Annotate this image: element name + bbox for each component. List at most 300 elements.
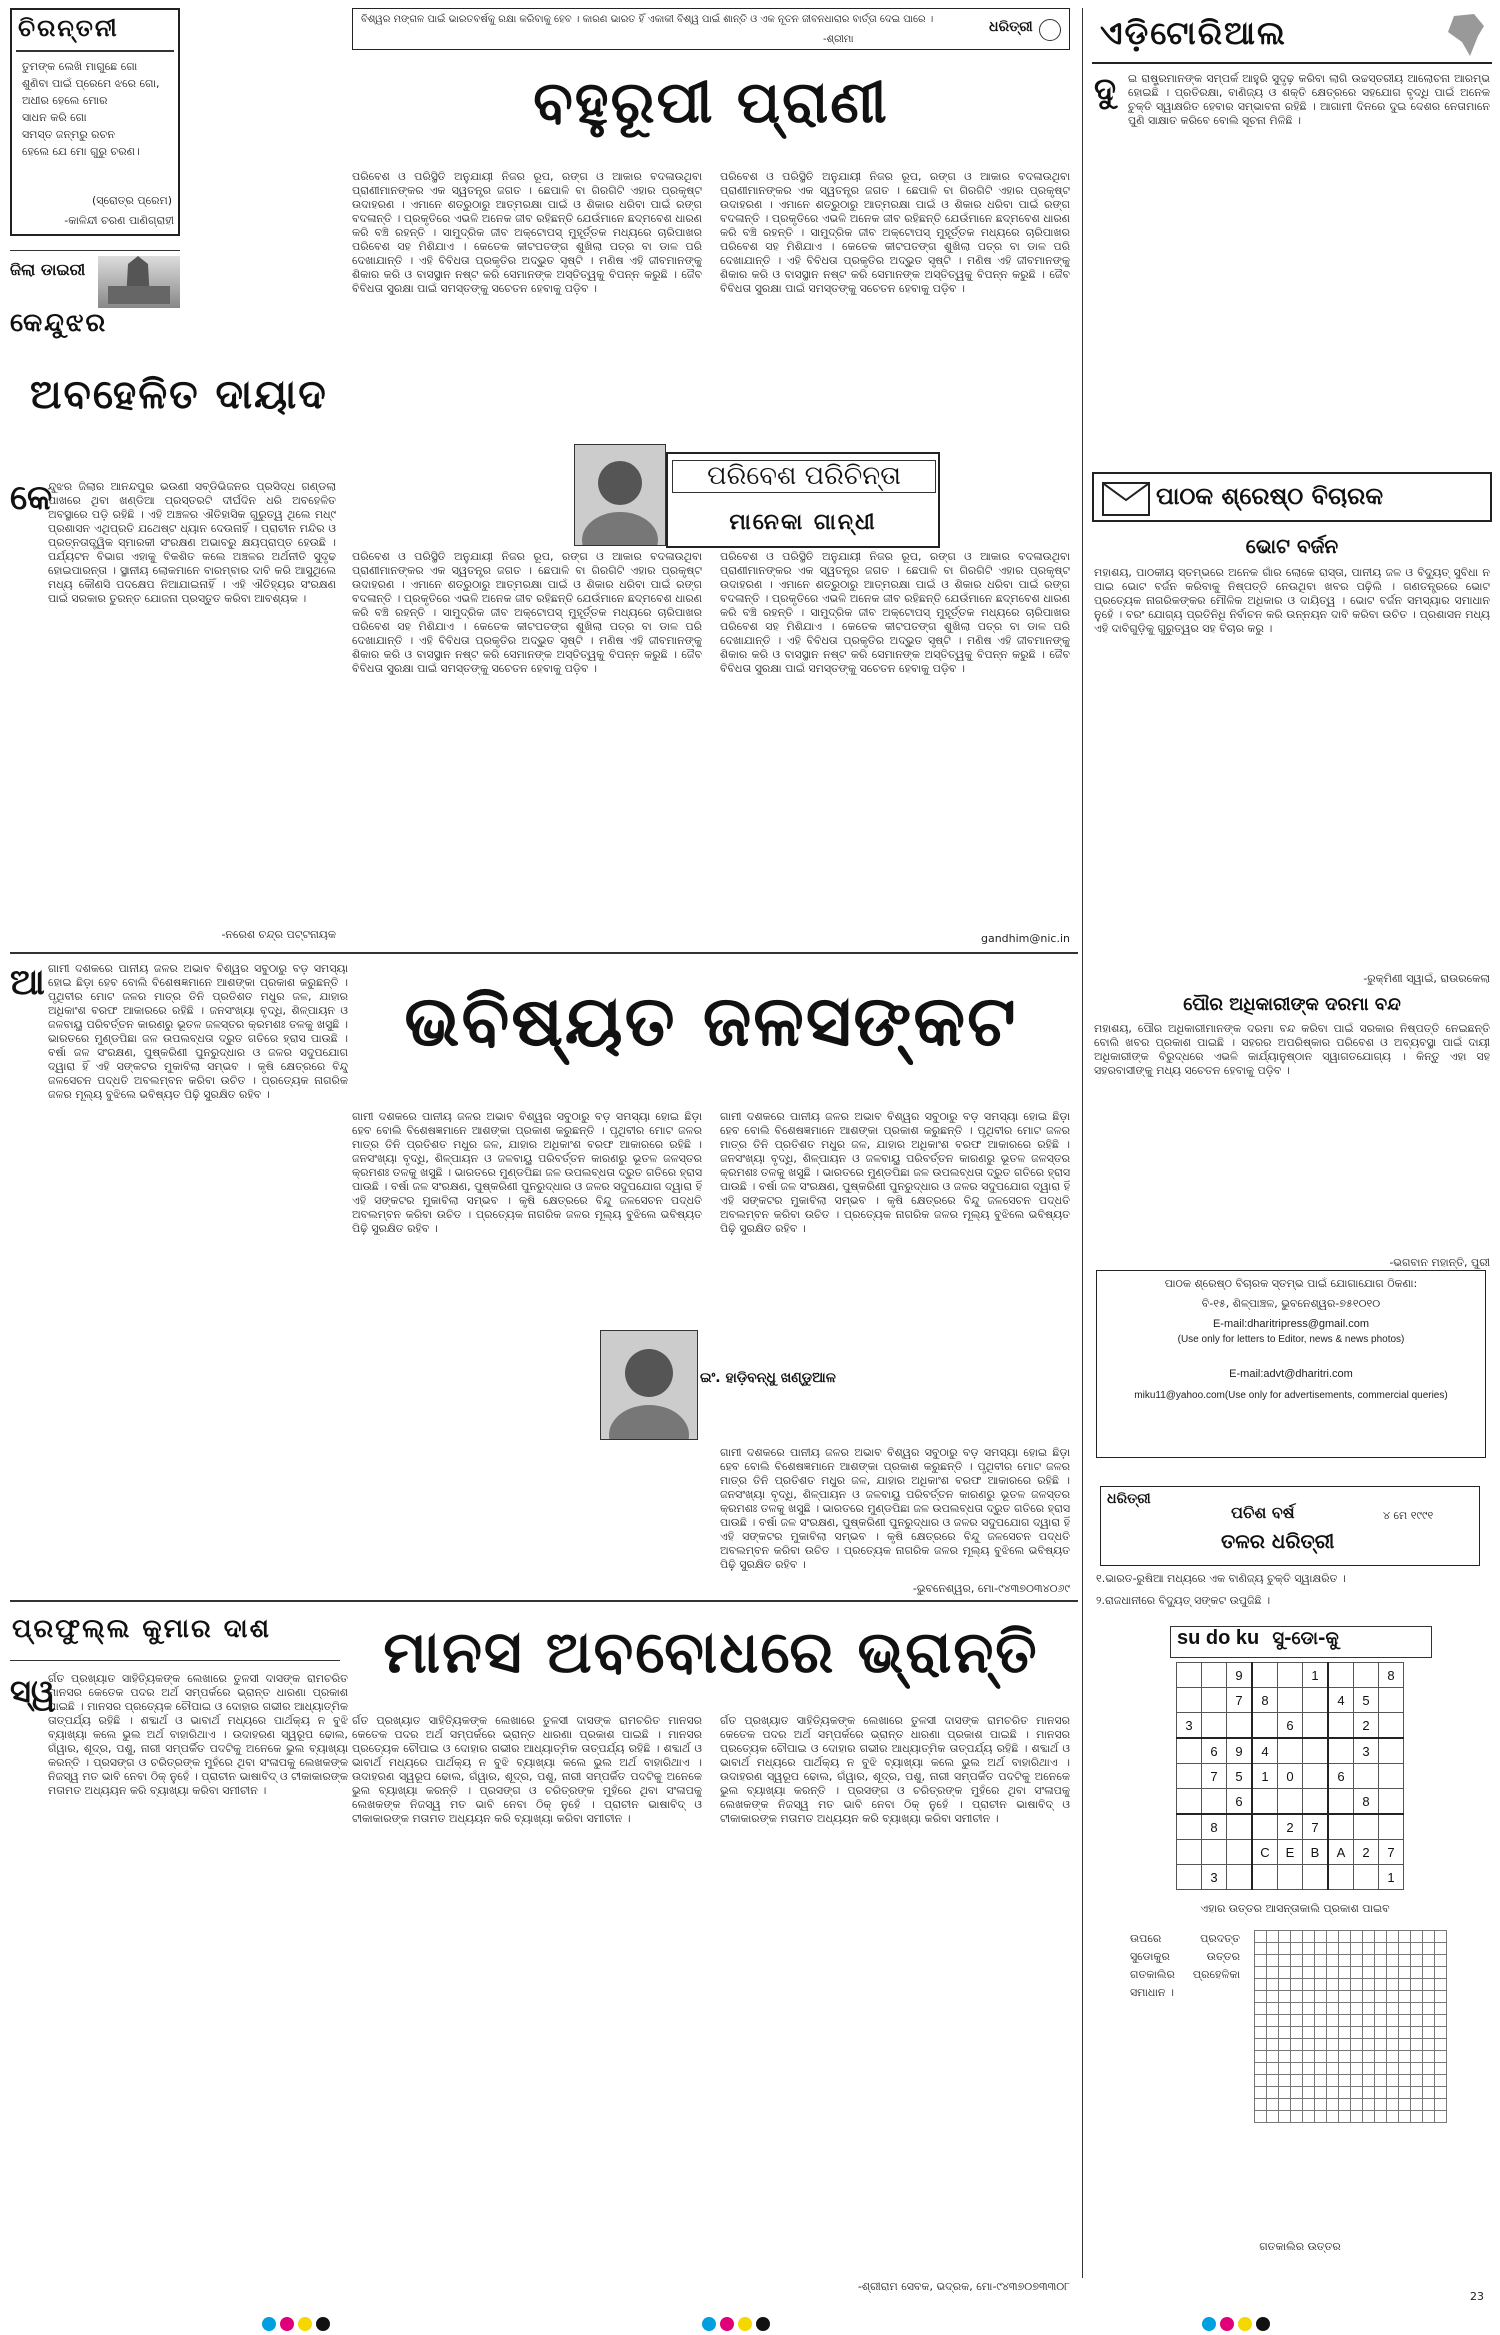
sudoku-cell[interactable] [1227, 1814, 1253, 1840]
sudoku-row [1177, 1865, 1404, 1890]
sudoku-row [1177, 1713, 1404, 1739]
sudoku-cell[interactable] [1177, 1738, 1202, 1764]
sudoku-row [1177, 1814, 1404, 1840]
answer-cell [1399, 2015, 1411, 2027]
answer-grid [1254, 1930, 1447, 2123]
article2-body-left-lower: ପରିବେଶ ଓ ପରିସ୍ଥିତି ଅନୁଯାୟୀ ନିଜର ରୂପ, ରଙ୍ଗ ଓ ଆକାର ବଦଳାଉଥିବା ପ୍ରାଣୀମାନଙ୍କର ଏକ ସ୍ୱତନ୍ତ୍ର ଜଗତ । ଛେପାଳି ବା ଗିରଗିଟି ଏହାର ପ୍ରକୃଷ୍ଟ ଉଦାହରଣ । ଏମାନେ ଶତ୍ରୁଠାରୁ ଆତ୍ମରକ୍ଷା ପାଇଁ ଓ ଶିକାର ଧରିବା ପାଇଁ ରଙ୍ଗ ବଦଳାନ୍ତି । ପ୍ରକୃତିରେ ଏଭଳି ଅନେକ ଜୀବ ରହିଛନ୍ତି ଯେଉଁମାନେ ଛଦ୍ମବେଶ ଧାରଣ କରି ବଞ୍ଚି ରହନ୍ତି । ସାମୁଦ୍ରିକ ଜୀବ ଅକ୍ଟୋପସ୍ ମୁହୂର୍ତ୍ତକ ମଧ୍ୟରେ ଚାରିପାଖର ପରିବେଶ ସହ ମିଶିଯାଏ । କେତେକ କୀଟପତଙ୍ଗ ଶୁଖିଲା ପତ୍ର ବା ଡାଳ ପରି ଦେଖାଯାନ୍ତି । ଏହି ବିବିଧତା ପ୍ରକୃତିର ଅଦ୍ଭୁତ ସୃଷ୍ଟି । ମଣିଷ ଏହି ଜୀବମାନଙ୍କୁ ଶିକାର କରି ଓ ବାସସ୍ଥାନ ନଷ୍ଟ କରି ସେମାନଙ୍କ ଅସ୍ତିତ୍ୱକୁ ବିପନ୍ନ କରୁଛି । ଜୈବ ବିବିଧତା ସୁରକ୍ଷା ପାଇଁ ସମସ୍ତଙ୍କୁ ସଚେତନ ହେବାକୁ ପଡ଼ିବ । [352, 550, 702, 675]
answer-cell [1351, 2111, 1363, 2123]
contact-note: (Use only for letters to Editor, news & news photos) [1177, 1334, 1405, 1345]
sudoku-cell[interactable]: 0 [1278, 1764, 1303, 1789]
answer-cell [1291, 2075, 1303, 2087]
article3-author: ଇଂ. ହାଡ଼ିବନ୍ଧୁ ଖଣ୍ଡୁଆଳ [700, 1370, 836, 1386]
sudoku-cell[interactable] [1177, 1840, 1202, 1865]
answer-cell [1339, 2099, 1351, 2111]
right-intro: ଇ ରାଷ୍ଟ୍ରମାନଙ୍କ ସମ୍ପର୍କ ଆହୁରି ସୁଦୃଢ଼ କରିବା ଲାଗି ଉଚ୍ଚସ୍ତରୀୟ ଆଲୋଚନା ଆରମ୍ଭ ହୋଇଛି । ପ୍ରତିରକ୍ଷା, ବାଣିଜ୍ୟ ଓ ଶକ୍ତି କ୍ଷେତ୍ରରେ ସହଯୋଗ ବୃଦ୍ଧି ପାଇଁ ଅନେକ ଚୁକ୍ତି ସ୍ୱାକ୍ଷରିତ ହେବାର ସମ୍ଭାବନା ରହିଛି । ଆଗାମୀ ଦିନରେ ଦୁଇ ଦେଶର ନେତାମାନେ ପୁଣି ସାକ୍ଷାତ କରିବେ ବୋଲି ସୂଚନା ମିଳିଛି । [1128, 72, 1490, 127]
answer-cell [1411, 2003, 1423, 2015]
sudoku-cell[interactable] [1177, 1688, 1202, 1713]
sudoku-cell[interactable] [1379, 1738, 1404, 1764]
sudoku-cell[interactable] [1177, 1789, 1202, 1815]
answer-cell [1363, 1967, 1375, 1979]
answer-cell [1339, 2063, 1351, 2075]
answer-cell [1255, 2015, 1267, 2027]
answer-cell [1435, 2003, 1447, 2015]
answer-cell [1327, 1931, 1339, 1943]
answer-cell [1351, 2015, 1363, 2027]
sudoku-cell[interactable]: 2 [1354, 1840, 1379, 1865]
answer-cell [1399, 2111, 1411, 2123]
sudoku-cell[interactable] [1328, 1814, 1354, 1840]
sudoku-row [1177, 1789, 1404, 1815]
answer-cell [1423, 2075, 1435, 2087]
contact-email-advt[interactable]: E-mail:advt@dharitri.com [1229, 1368, 1353, 1380]
sudoku-cell[interactable] [1202, 1713, 1227, 1739]
answer-cell [1351, 2099, 1363, 2111]
answer-cell [1291, 1931, 1303, 1943]
sudoku-row [1177, 1738, 1404, 1764]
answer-cell [1387, 2075, 1399, 2087]
temple-photo [98, 256, 180, 308]
answer-cell [1387, 2015, 1399, 2027]
answer-cell [1255, 2027, 1267, 2039]
answer-cell [1303, 1931, 1315, 1943]
sudoku-cell[interactable] [1278, 1789, 1303, 1815]
sudoku-cell[interactable] [1227, 1840, 1253, 1865]
answer-cell [1279, 2075, 1291, 2087]
edit-page-banner [1092, 8, 1492, 64]
quote-box [352, 8, 1070, 50]
article2-body-right: ପରିବେଶ ଓ ପରିସ୍ଥିତି ଅନୁଯାୟୀ ନିଜର ରୂପ, ରଙ୍ଗ ଓ ଆକାର ବଦଳାଉଥିବା ପ୍ରାଣୀମାନଙ୍କର ଏକ ସ୍ୱତନ୍ତ୍ର ଜଗତ । ଛେପାଳି ବା ଗିରଗିଟି ଏହାର ପ୍ରକୃଷ୍ଟ ଉଦାହରଣ । ଏମାନେ ଶତ୍ରୁଠାରୁ ଆତ୍ମରକ୍ଷା ପାଇଁ ଓ ଶିକାର ଧରିବା ପାଇଁ ରଙ୍ଗ ବଦଳାନ୍ତି । ପ୍ରକୃତିରେ ଏଭଳି ଅନେକ ଜୀବ ରହିଛନ୍ତି ଯେଉଁମାନେ ଛଦ୍ମବେଶ ଧାରଣ କରି ବଞ୍ଚି ରହନ୍ତି । ସାମୁଦ୍ରିକ ଜୀବ ଅକ୍ଟୋପସ୍ ମୁହୂର୍ତ୍ତକ ମଧ୍ୟରେ ଚାରିପାଖର ପରିବେଶ ସହ ମିଶିଯାଏ । କେତେକ କୀଟପତଙ୍ଗ ଶୁଖିଲା ପତ୍ର ବା ଡାଳ ପରି ଦେଖାଯାନ୍ତି । ଏହି ବିବିଧତା ପ୍ରକୃତିର ଅଦ୍ଭୁତ ସୃଷ୍ଟି । ମଣିଷ ଏହି ଜୀବମାନଙ୍କୁ ଶିକାର କରି ଓ ବାସସ୍ଥାନ ନଷ୍ଟ କରି ସେମାନଙ୍କ ଅସ୍ତିତ୍ୱକୁ ବିପନ୍ନ କରୁଛି । ଜୈବ ବିବିଧତା ସୁରକ୍ଷା ପାଇଁ ସମସ୍ତଙ୍କୁ ସଚେତନ ହେବାକୁ ପଡ଼ିବ । [720, 170, 1070, 295]
sudoku-cell[interactable] [1278, 1688, 1303, 1713]
registration-marks-mid [700, 2316, 772, 2335]
answer-cell [1375, 1931, 1387, 1943]
sudoku-cell[interactable]: 4 [1252, 1738, 1278, 1764]
sudoku-cell[interactable]: A [1328, 1840, 1354, 1865]
sudoku-cell[interactable] [1303, 1865, 1329, 1890]
chiranthani-poem: ତୁମଙ୍କ ଲେଖି ମାଗୁଛେ ଗୋ ଶୁଣିବା ପାଇଁ ପ୍ରେମେ ଝରେ ଗୋ, ଅଧୀର ହେଲେ ମୋର ସାଧନ କରି ଗୋ ସମସ୍ତ ଜନ୍ମରୁ ରଚନ ହେଲେ ଯେ ମୋ ଗୁରୁ ଚରଣ। [22, 60, 160, 158]
sudoku-row [1177, 1663, 1404, 1688]
article4-body-left: ର୍ଗତ ପ୍ରଖ୍ୟାତ ସାହିତ୍ୟିକଙ୍କ ଲେଖାରେ ତୁଳସୀ ଦାସଙ୍କ ରାମଚରିତ ମାନସର କେତେକ ପଦର ଅର୍ଥ ସମ୍ପର୍କରେ ଭ୍ରାନ୍ତ ଧାରଣା ପ୍ରକାଶ ପାଇଛି । ମାନସର ପ୍ରତ୍ୟେକ ଚୌପାଇ ଓ ଦୋହାର ଗଭୀର ଆଧ୍ୟାତ୍ମିକ ତାତ୍ପର୍ଯ୍ୟ ରହିଛି । ଶବ୍ଦାର୍ଥ ଓ ଭାବାର୍ଥ ମଧ୍ୟରେ ପାର୍ଥକ୍ୟ ନ ବୁଝି ବ୍ୟାଖ୍ୟା କଲେ ଭୁଲ ଅର୍ଥ ବାହାରିଥାଏ । ଉଦାହରଣ ସ୍ୱରୂପ ଢୋଲ, ଗଁୱାର, ଶୂଦ୍ର, ପଶୁ, ନାରୀ ସମ୍ପର୍କିତ ପଦଟିକୁ ଅନେକେ ଭୁଲ ବ୍ୟାଖ୍ୟା କରନ୍ତି । ପ୍ରସଙ୍ଗ ଓ ଚରିତ୍ରଙ୍କ ମୁହଁରେ ଥିବା ସଂଳାପକୁ ଲେଖକଙ୍କ ନିଜସ୍ୱ ମତ ଭାବି ନେବା ଠିକ୍ ନୁହେଁ । ପ୍ରାଚୀନ ଭାଷାବିଦ୍ ଓ ଟୀକାକାରଙ୍କ ମତାମତ ଅଧ୍ୟୟନ କରି ବ୍ୟାଖ୍ୟା କରିବା ସମୀଚୀନ । [48, 1672, 348, 1797]
sudoku-cell[interactable]: 3 [1177, 1713, 1202, 1739]
answer-cell [1291, 2039, 1303, 2051]
answer-cell [1339, 2027, 1351, 2039]
sudoku-cell[interactable] [1303, 1764, 1329, 1789]
answer-cell [1387, 2003, 1399, 2015]
sudoku-cell[interactable] [1252, 1814, 1278, 1840]
answer-cell [1363, 2039, 1375, 2051]
answer-cell [1411, 1967, 1423, 1979]
answer-cell [1387, 2111, 1399, 2123]
answer-cell [1411, 2027, 1423, 2039]
column-label: ପରିବେଶ ପରିଚିନ୍ତା [672, 460, 936, 493]
sudoku-cell[interactable] [1177, 1764, 1202, 1789]
sudoku-cell[interactable] [1202, 1789, 1227, 1815]
sudoku-cell[interactable] [1252, 1663, 1278, 1688]
answer-cell [1291, 2111, 1303, 2123]
sudoku-cell[interactable] [1379, 1789, 1404, 1815]
answer-cell [1327, 2063, 1339, 2075]
sudoku-cell[interactable] [1328, 1663, 1354, 1688]
answer-cell [1423, 2063, 1435, 2075]
answer-cell [1363, 2003, 1375, 2015]
answer-cell [1351, 2003, 1363, 2015]
answer-cell [1387, 2051, 1399, 2063]
sudoku-cell[interactable]: 3 [1202, 1865, 1227, 1890]
letter1-author: -ରୁକ୍ମିଣୀ ସ୍ୱାଇଁ, ରାଉରକେଲା [1363, 972, 1490, 985]
answer-cell [1399, 2063, 1411, 2075]
answer-cell [1327, 1955, 1339, 1967]
answer-cell [1387, 1967, 1399, 1979]
answer-cell [1351, 1943, 1363, 1955]
quote-text: ବିଶ୍ୱର ମଙ୍ଗଳ ପାଇଁ ଭାରତବର୍ଷକୁ ରକ୍ଷା କରିବାକୁ ହେବ । କାରଣ ଭାରତ ହିଁ ଏକାକୀ ବିଶ୍ୱ ପାଇଁ ଶାନ୍ତି ଓ ଏକ ନୂତନ ଜୀବନଧାରାର ବାର୍ତ୍ତା ଦେଇ ପାରେ । [361, 14, 934, 25]
answer-cell [1363, 1991, 1375, 2003]
answer-cell [1435, 1943, 1447, 1955]
sudoku-cell[interactable] [1303, 1738, 1329, 1764]
answer-cell [1363, 1931, 1375, 1943]
article4-byline: ପ୍ରଫୁଲ୍ଲ କୁମାର ଦାଶ [12, 1614, 271, 1644]
answer-cell [1387, 2087, 1399, 2099]
answer-text: ଉପରେ ପ୍ରଦତ୍ତ ସୁଡୋକୁର ଉତ୍ତର ଗତକାଲିର ପ୍ରହେଳିକା ସମାଧାନ । [1130, 1932, 1240, 1999]
answer-cell [1423, 1967, 1435, 1979]
sudoku-cell[interactable] [1278, 1738, 1303, 1764]
answer-cell [1423, 2039, 1435, 2051]
answer-cell [1303, 2051, 1315, 2063]
answer-cell [1315, 2015, 1327, 2027]
letters-banner [1092, 472, 1492, 522]
answer-cell [1435, 2027, 1447, 2039]
sudoku-cell[interactable]: 6 [1227, 1789, 1253, 1815]
article4-headline: ମାନସ ଅବବୋଧରେ ଭ୍ରାନ୍ତି [383, 1618, 1039, 1686]
answer-cell [1315, 2111, 1327, 2123]
sudoku-cell[interactable]: 7 [1303, 1814, 1329, 1840]
answer-cell [1315, 2027, 1327, 2039]
contact-email-editor[interactable]: E-mail:dharitripress@gmail.com [1212, 1318, 1370, 1330]
answer-cell [1291, 1979, 1303, 1991]
answer-cell [1279, 1967, 1291, 1979]
answer-cell [1435, 2051, 1447, 2063]
answer-cell [1375, 2075, 1387, 2087]
chiranthani-source: (ସ୍ରୋତ୍ର ପ୍ରେମ) [92, 194, 172, 207]
answer-cell [1387, 2039, 1399, 2051]
answer-cell [1411, 2099, 1423, 2111]
sudoku-note: ଏହାର ଉତ୍ତର ଆସନ୍ତାକାଲି ପ୍ରକାଶ ପାଇବ [1200, 1902, 1390, 1915]
sudoku-cell[interactable] [1354, 1865, 1379, 1890]
answer-cell [1387, 2063, 1399, 2075]
sudoku-cell[interactable] [1177, 1814, 1202, 1840]
answer-cell [1279, 2051, 1291, 2063]
sudoku-cell[interactable]: E [1278, 1840, 1303, 1865]
sudoku-cell[interactable]: C [1252, 1840, 1278, 1865]
answer-cell [1375, 1967, 1387, 1979]
answer-cell [1423, 2087, 1435, 2099]
sudoku-cell[interactable]: 2 [1354, 1713, 1379, 1739]
author-photo-khanduala [600, 1330, 698, 1440]
answer-cell [1315, 2099, 1327, 2111]
sudoku-cell[interactable]: 7 [1227, 1688, 1253, 1713]
archive-title2: ତଳର ଧରିତ୍ରୀ [1221, 1529, 1335, 1553]
answer-cell [1279, 2099, 1291, 2111]
answer-cell [1279, 2087, 1291, 2099]
sudoku-cell[interactable]: 8 [1379, 1663, 1404, 1688]
answer-cell [1327, 2015, 1339, 2027]
letter2-title: ପୌର ଅଧିକାରୀଙ୍କ ଦରମା ବନ୍ଦ [1183, 994, 1401, 1015]
answer-cell [1399, 2003, 1411, 2015]
sudoku-cell[interactable] [1278, 1865, 1303, 1890]
sudoku-cell[interactable]: 4 [1328, 1688, 1354, 1713]
article2-headline: ବହୁରୂପୀ ପ୍ରାଣୀ [533, 68, 889, 136]
answer-cell [1339, 2111, 1351, 2123]
answer-cell [1291, 1943, 1303, 1955]
sudoku-cell[interactable]: 8 [1202, 1814, 1227, 1840]
answer-cell [1351, 2051, 1363, 2063]
sudoku-cell[interactable] [1252, 1865, 1278, 1890]
answer-cell [1279, 2015, 1291, 2027]
sudoku-cell[interactable]: 5 [1354, 1688, 1379, 1713]
answer-cell [1255, 2087, 1267, 2099]
sudoku-cell[interactable]: 6 [1328, 1764, 1354, 1789]
answer-cell [1327, 1943, 1339, 1955]
registration-marks-right [1200, 2316, 1272, 2335]
article4-dropcap: ସ୍ୱ [10, 1672, 56, 1710]
jilla-diary-box [10, 250, 180, 360]
answer-cell [1387, 2099, 1399, 2111]
answer-cell [1291, 1991, 1303, 2003]
answer-cell [1267, 1931, 1279, 1943]
archive-box [1100, 1486, 1480, 1566]
answer-cell [1315, 1955, 1327, 1967]
answer-cell [1303, 2015, 1315, 2027]
sudoku-cell[interactable] [1278, 1663, 1303, 1688]
answer-cell [1303, 2027, 1315, 2039]
answer-cell [1423, 1955, 1435, 1967]
sudoku-cell[interactable] [1328, 1713, 1354, 1739]
answer-cell [1339, 2015, 1351, 2027]
sudoku-cell[interactable] [1303, 1713, 1329, 1739]
answer-cell [1375, 2087, 1387, 2099]
answer-cell [1363, 2075, 1375, 2087]
answer-cell [1339, 2075, 1351, 2087]
letter1-title: ଭୋଟ ବର୍ଜନ [1245, 534, 1339, 558]
article2-body-left: ପରିବେଶ ଓ ପରିସ୍ଥିତି ଅନୁଯାୟୀ ନିଜର ରୂପ, ରଙ୍ଗ ଓ ଆକାର ବଦଳାଉଥିବା ପ୍ରାଣୀମାନଙ୍କର ଏକ ସ୍ୱତନ୍ତ୍ର ଜଗତ । ଛେପାଳି ବା ଗିରଗିଟି ଏହାର ପ୍ରକୃଷ୍ଟ ଉଦାହରଣ । ଏମାନେ ଶତ୍ରୁଠାରୁ ଆତ୍ମରକ୍ଷା ପାଇଁ ଓ ଶିକାର ଧରିବା ପାଇଁ ରଙ୍ଗ ବଦଳାନ୍ତି । ପ୍ରକୃତିରେ ଏଭଳି ଅନେକ ଜୀବ ରହିଛନ୍ତି ଯେଉଁମାନେ ଛଦ୍ମବେଶ ଧାରଣ କରି ବଞ୍ଚି ରହନ୍ତି । ସାମୁଦ୍ରିକ ଜୀବ ଅକ୍ଟୋପସ୍ ମୁହୂର୍ତ୍ତକ ମଧ୍ୟରେ ଚାରିପାଖର ପରିବେଶ ସହ ମିଶିଯାଏ । କେତେକ କୀଟପତଙ୍ଗ ଶୁଖିଲା ପତ୍ର ବା ଡାଳ ପରି ଦେଖାଯାନ୍ତି । ଏହି ବିବିଧତା ପ୍ରକୃତିର ଅଦ୍ଭୁତ ସୃଷ୍ଟି । ମଣିଷ ଏହି ଜୀବମାନଙ୍କୁ ଶିକାର କରି ଓ ବାସସ୍ଥାନ ନଷ୍ଟ କରି ସେମାନଙ୍କ ଅସ୍ତିତ୍ୱକୁ ବିପନ୍ନ କରୁଛି । ଜୈବ ବିବିଧତା ସୁରକ୍ଷା ପାଇଁ ସମସ୍ତଙ୍କୁ ସଚେତନ ହେବାକୁ ପଡ଼ିବ । [352, 170, 702, 295]
letters-banner-title: ପାଠକ ଶ୍ରେଷ୍ଠ ବିଚାରକ [1156, 482, 1384, 510]
sudoku-cell[interactable]: 8 [1354, 1789, 1379, 1815]
article3-footer: -ଭୁବନେଶ୍ୱର, ମୋ-୯୪୩୭୦୩୪୦୬୯ [912, 1582, 1070, 1595]
sudoku-cell[interactable] [1252, 1789, 1278, 1815]
answer-cell [1303, 1943, 1315, 1955]
answer-cell [1411, 1955, 1423, 1967]
answer-cell [1303, 2039, 1315, 2051]
answer-cell [1363, 2099, 1375, 2111]
answer-cell [1315, 2063, 1327, 2075]
answer-cell [1375, 1955, 1387, 1967]
answer-cell [1255, 1943, 1267, 1955]
answer-cell [1267, 2063, 1279, 2075]
answer-cell [1351, 1955, 1363, 1967]
letter2-author: -ଭଗବାନ ମହାନ୍ତି, ପୁରୀ [1389, 1256, 1490, 1269]
sudoku-cell[interactable]: 9 [1227, 1663, 1253, 1688]
answer-cell [1375, 2111, 1387, 2123]
page-number: 23 [1470, 2290, 1484, 2303]
answer-cell [1375, 2051, 1387, 2063]
answer-cell [1363, 1943, 1375, 1955]
answer-cell [1363, 2051, 1375, 2063]
sudoku-cell[interactable] [1379, 1814, 1404, 1840]
chiranthani-box [10, 8, 180, 236]
sudoku-cell[interactable] [1379, 1713, 1404, 1739]
answer-cell [1351, 1979, 1363, 1991]
answer-cell [1279, 1931, 1291, 1943]
answer-cell [1363, 1955, 1375, 1967]
answer-cell [1423, 2003, 1435, 2015]
sudoku-cell[interactable] [1354, 1663, 1379, 1688]
article3-body-mid: ଗାମୀ ଦଶକରେ ପାନୀୟ ଜଳର ଅଭାବ ବିଶ୍ୱର ସବୁଠାରୁ ବଡ଼ ସମସ୍ୟା ହୋଇ ଛିଡ଼ା ହେବ ବୋଲି ବିଶେଷଜ୍ଞମାନେ ଆଶଙ୍କା ପ୍ରକାଶ କରୁଛନ୍ତି । ପୃଥିବୀର ମୋଟ ଜଳର ମାତ୍ର ତିନି ପ୍ରତିଶତ ମଧୁର ଜଳ, ଯାହାର ଅଧିକାଂଶ ବରଫ ଆକାରରେ ରହିଛି । ଜନସଂଖ୍ୟା ବୃଦ୍ଧି, ଶିଳ୍ପାୟନ ଓ ଜଳବାୟୁ ପରିବର୍ତ୍ତନ କାରଣରୁ ଭୂତଳ ଜଳସ୍ତର କ୍ରମଶଃ ତଳକୁ ଖସୁଛି । ଭାରତରେ ମୁଣ୍ଡପିଛା ଜଳ ଉପଲବ୍ଧତା ଦ୍ରୁତ ଗତିରେ ହ୍ରାସ ପାଉଛି । ବର୍ଷା ଜଳ ସଂରକ୍ଷଣ, ପୁଷ୍କରିଣୀ ପୁନରୁଦ୍ଧାର ଓ ଜଳର ସଦୁପଯୋଗ ଦ୍ୱାରା ହିଁ ଏହି ସଙ୍କଟର ମୁକାବିଲା ସମ୍ଭବ । କୃଷି କ୍ଷେତ୍ରରେ ବିନ୍ଦୁ ଜଳସେଚନ ପଦ୍ଧତି ଅବଲମ୍ବନ କରିବା ଉଚିତ । ପ୍ରତ୍ୟେକ ନାଗରିକ ଜଳର ମୂଲ୍ୟ ବୁଝିଲେ ଭବିଷ୍ୟତ ପିଢ଼ି ସୁରକ୍ଷିତ ରହିବ । [352, 1110, 702, 1235]
answer-cell [1267, 1955, 1279, 1967]
answer-cell [1327, 1967, 1339, 1979]
answer-cell [1399, 1967, 1411, 1979]
answer-cell [1423, 1943, 1435, 1955]
sudoku-cell[interactable]: 7 [1202, 1764, 1227, 1789]
sudoku-cell[interactable] [1303, 1789, 1329, 1815]
answer-cell [1363, 2111, 1375, 2123]
answer-cell [1351, 1967, 1363, 1979]
sudoku-cell[interactable]: 8 [1252, 1688, 1278, 1713]
sudoku-cell[interactable]: 1 [1252, 1764, 1278, 1789]
sudoku-cell[interactable] [1227, 1865, 1253, 1890]
chiranthani-author: -କାଳିନ୍ଦୀ ଚରଣ ପାଣିଗ୍ରାହୀ [64, 214, 174, 227]
sudoku-cell[interactable]: 1 [1303, 1663, 1329, 1688]
article1-body: ନ୍ଦୁଝର ଜିଲାର ଆନନ୍ଦପୁର ଭଉଣୀ ସବ୍‌ଡିଭିଜନର ପ୍ରସିଦ୍ଧ ଗଣ୍ଡଲା ପାଖରେ ଥିବା ଖଣ୍ଡିଆ ପ୍ରସ୍ତରଟି ଦୀର୍ଘଦିନ ଧରି ଅବହେଳିତ ଅବସ୍ଥାରେ ପଡ଼ି ରହିଛି । ଏହି ଅଞ୍ଚଳର ଐତିହାସିକ ଗୁରୁତ୍ୱ ଥିଲେ ମଧ୍୯ ପ୍ରଶାସନ ଏଥିପ୍ରତି ଯଥେଷ୍ଟ ଧ୍ୟାନ ଦେଉନାହିଁ । ପ୍ରାଚୀନ ମନ୍ଦିର ଓ ପ୍ରତ୍ନତାତ୍ତ୍ୱିକ ସ୍ମାରକୀ ସଂରକ୍ଷଣ ଅଭାବରୁ କ୍ଷୟପ୍ରାପ୍ତ ହେଉଛି । ପର୍ଯ୍ୟଟନ ବିଭାଗ ଏହାକୁ ବିକଶିତ କଲେ ଅଞ୍ଚଳର ଅର୍ଥନୀତି ସୁଦୃଢ ହୋଇପାରନ୍ତା । ସ୍ଥାନୀୟ ଲୋକମାନେ ବାରମ୍ବାର ଦାବି କରି ଆସୁଥିଲେ ମଧ୍ୟ କୌଣସି ପଦକ୍ଷେପ ନିଆଯାଇନାହିଁ । ଏହି ଐତିହ୍ୟର ସଂରକ୍ଷଣ ପାଇଁ ସରକାର ତୁରନ୍ତ ଯୋଜନା ପ୍ରସ୍ତୁତ କରିବା ଆବଶ୍ୟକ । [48, 480, 336, 605]
answer-cell [1399, 1979, 1411, 1991]
answer-cell [1315, 2075, 1327, 2087]
answer-cell [1423, 2015, 1435, 2027]
answer-cell [1267, 2087, 1279, 2099]
sudoku-cell[interactable] [1379, 1764, 1404, 1789]
answer-cell [1411, 2015, 1423, 2027]
answer-cell [1423, 2051, 1435, 2063]
answer-cell [1399, 1931, 1411, 1943]
sudoku-cell[interactable] [1379, 1688, 1404, 1713]
sudoku-grid[interactable] [1176, 1662, 1404, 1890]
answer-cell [1291, 2051, 1303, 2063]
answer-cell [1423, 2099, 1435, 2111]
answer-cell [1279, 1991, 1291, 2003]
answer-cell [1339, 2003, 1351, 2015]
sudoku-cell[interactable]: 3 [1354, 1738, 1379, 1764]
sudoku-cell[interactable] [1328, 1738, 1354, 1764]
answer-cell [1435, 2063, 1447, 2075]
answer-cell [1279, 1955, 1291, 1967]
sudoku-cell[interactable] [1354, 1764, 1379, 1789]
answer-cell [1363, 2087, 1375, 2099]
answer-cell [1363, 1979, 1375, 1991]
sudoku-cell[interactable] [1177, 1865, 1202, 1890]
answer-cell [1303, 2087, 1315, 2099]
sudoku-cell[interactable]: 9 [1227, 1738, 1253, 1764]
answer-cell [1339, 1979, 1351, 1991]
answer-cell [1435, 2087, 1447, 2099]
sudoku-cell[interactable] [1303, 1688, 1329, 1713]
answer-cell [1267, 2099, 1279, 2111]
sudoku-cell[interactable] [1252, 1713, 1278, 1739]
letter1-body: ମହାଶୟ, ପାଠକୀୟ ସ୍ତମ୍ଭରେ ଅନେକ ଗାଁର ଲୋକେ ରାସ୍ତା, ପାନୀୟ ଜଳ ଓ ବିଦ୍ୟୁତ୍ ସୁବିଧା ନ ପାଇ ଭୋଟ ବର୍ଜନ କରିବାକୁ ନିଷ୍ପତ୍ତି ନେଉଥିବା ଖବର ପଢ଼ିଲି । ଗଣତନ୍ତ୍ରରେ ଭୋଟ ପ୍ରତ୍ୟେକ ନାଗରିକଙ୍କର ମୌଳିକ ଅଧିକାର ଓ ଦାୟିତ୍ୱ । ଭୋଟ ବର୍ଜନ ସମସ୍ୟାର ସମାଧାନ ନୁହେଁ । ବରଂ ଯୋଗ୍ୟ ପ୍ରତିନିଧି ନିର୍ବାଚନ କରି ଉନ୍ନୟନ ଦାବି କରିବା ଉଚିତ । ପ୍ରଶାସନ ମଧ୍ୟ ଏହି ଦାବିଗୁଡ଼ିକୁ ଗୁରୁତ୍ୱର ସହ ବିଚାର କରୁ । [1094, 566, 1490, 635]
answer-cell [1279, 2039, 1291, 2051]
answer-cell [1327, 2087, 1339, 2099]
answer-cell [1435, 1967, 1447, 1979]
answer-cell [1327, 2027, 1339, 2039]
article4-footer: -ଶ୍ରୀରାମ ସେବକ, ଭଦ୍ରକ, ମୋ-୯୪୩୭୦୭୩୩୦୮ [857, 2280, 1070, 2293]
answer-cell [1327, 2051, 1339, 2063]
sudoku-cell[interactable]: B [1303, 1840, 1329, 1865]
sudoku-cell[interactable]: 6 [1202, 1738, 1227, 1764]
article2-body-right-lower: ପରିବେଶ ଓ ପରିସ୍ଥିତି ଅନୁଯାୟୀ ନିଜର ରୂପ, ରଙ୍ଗ ଓ ଆକାର ବଦଳାଉଥିବା ପ୍ରାଣୀମାନଙ୍କର ଏକ ସ୍ୱତନ୍ତ୍ର ଜଗତ । ଛେପାଳି ବା ଗିରଗିଟି ଏହାର ପ୍ରକୃଷ୍ଟ ଉଦାହରଣ । ଏମାନେ ଶତ୍ରୁଠାରୁ ଆତ୍ମରକ୍ଷା ପାଇଁ ଓ ଶିକାର ଧରିବା ପାଇଁ ରଙ୍ଗ ବଦଳାନ୍ତି । ପ୍ରକୃତିରେ ଏଭଳି ଅନେକ ଜୀବ ରହିଛନ୍ତି ଯେଉଁମାନେ ଛଦ୍ମବେଶ ଧାରଣ କରି ବଞ୍ଚି ରହନ୍ତି । ସାମୁଦ୍ରିକ ଜୀବ ଅକ୍ଟୋପସ୍ ମୁହୂର୍ତ୍ତକ ମଧ୍ୟରେ ଚାରିପାଖର ପରିବେଶ ସହ ମିଶିଯାଏ । କେତେକ କୀଟପତଙ୍ଗ ଶୁଖିଲା ପତ୍ର ବା ଡାଳ ପରି ଦେଖାଯାନ୍ତି । ଏହି ବିବିଧତା ପ୍ରକୃତିର ଅଦ୍ଭୁତ ସୃଷ୍ଟି । ମଣିଷ ଏହି ଜୀବମାନଙ୍କୁ ଶିକାର କରି ଓ ବାସସ୍ଥାନ ନଷ୍ଟ କରି ସେମାନଙ୍କ ଅସ୍ତିତ୍ୱକୁ ବିପନ୍ନ କରୁଛି । ଜୈବ ବିବିଧତା ସୁରକ୍ଷା ପାଇଁ ସମସ୍ତଙ୍କୁ ସଚେତନ ହେବାକୁ ପଡ଼ିବ । [720, 550, 1070, 675]
sudoku-cell[interactable]: 6 [1278, 1713, 1303, 1739]
sudoku-cell[interactable] [1202, 1663, 1227, 1688]
answer-cell [1303, 1967, 1315, 1979]
sudoku-cell[interactable] [1328, 1789, 1354, 1815]
answer-cell [1435, 1931, 1447, 1943]
answer-cell [1363, 2015, 1375, 2027]
sudoku-cell[interactable] [1177, 1663, 1202, 1688]
sudoku-cell[interactable]: 7 [1379, 1840, 1404, 1865]
answer-cell [1255, 2075, 1267, 2087]
sudoku-cell[interactable] [1328, 1865, 1354, 1890]
registration-marks-left [260, 2316, 332, 2335]
answer-cell [1411, 2087, 1423, 2099]
sudoku-cell[interactable] [1202, 1840, 1227, 1865]
archive-item-1: ୧.ଭାରତ-ରୁଷିଆ ମଧ୍ୟରେ ଏକ ବାଣିଜ୍ୟ ଚୁକ୍ତି ସ୍ୱାକ୍ଷରିତ । [1096, 1572, 1346, 1585]
contact-box [1096, 1270, 1486, 1458]
contact-email-misc[interactable]: miku11@yahoo.com(Use only for advertisements, commercial queries) [1134, 1390, 1448, 1401]
answer-cell [1315, 2039, 1327, 2051]
sudoku-cell[interactable] [1227, 1713, 1253, 1739]
sudoku-cell[interactable] [1202, 1688, 1227, 1713]
answer-cell [1339, 2051, 1351, 2063]
answer-cell [1423, 2111, 1435, 2123]
answer-cell [1267, 2027, 1279, 2039]
answer-cell [1267, 2003, 1279, 2015]
archive-item-2: ୨.ରାଜଧାନୀରେ ବିଦ୍ୟୁତ୍ ସଙ୍କଟ ଉପୁଜିଛି । [1096, 1594, 1271, 1607]
jilla-label: ଜିଲା ଡାଇରୀ [10, 260, 86, 279]
answer-cell [1303, 2063, 1315, 2075]
sudoku-cell[interactable]: 5 [1227, 1764, 1253, 1789]
article1-author: -ନରେଶ ଚନ୍ଦ୍ର ପଟ୍ଟନାୟକ [221, 928, 336, 941]
answer-cell [1267, 1991, 1279, 2003]
quote-author: -ଶ୍ରୀମା [823, 34, 854, 45]
answer-cell [1315, 1943, 1327, 1955]
answer-cell [1315, 1991, 1327, 2003]
answer-cell [1315, 2087, 1327, 2099]
answer-cell [1279, 2003, 1291, 2015]
answer-cell [1375, 2039, 1387, 2051]
answer-cell [1435, 2039, 1447, 2051]
answer-cell [1303, 2003, 1315, 2015]
author-photo-maneka [574, 444, 666, 546]
answer-cell [1387, 1943, 1399, 1955]
article3-body-right: ଗାମୀ ଦଶକରେ ପାନୀୟ ଜଳର ଅଭାବ ବିଶ୍ୱର ସବୁଠାରୁ ବଡ଼ ସମସ୍ୟା ହୋଇ ଛିଡ଼ା ହେବ ବୋଲି ବିଶେଷଜ୍ଞମାନେ ଆଶଙ୍କା ପ୍ରକାଶ କରୁଛନ୍ତି । ପୃଥିବୀର ମୋଟ ଜଳର ମାତ୍ର ତିନି ପ୍ରତିଶତ ମଧୁର ଜଳ, ଯାହାର ଅଧିକାଂଶ ବରଫ ଆକାରରେ ରହିଛି । ଜନସଂଖ୍ୟା ବୃଦ୍ଧି, ଶିଳ୍ପାୟନ ଓ ଜଳବାୟୁ ପରିବର୍ତ୍ତନ କାରଣରୁ ଭୂତଳ ଜଳସ୍ତର କ୍ରମଶଃ ତଳକୁ ଖସୁଛି । ଭାରତରେ ମୁଣ୍ଡପିଛା ଜଳ ଉପଲବ୍ଧତା ଦ୍ରୁତ ଗତିରେ ହ୍ରାସ ପାଉଛି । ବର୍ଷା ଜଳ ସଂରକ୍ଷଣ, ପୁଷ୍କରିଣୀ ପୁନରୁଦ୍ଧାର ଓ ଜଳର ସଦୁପଯୋଗ ଦ୍ୱାରା ହିଁ ଏହି ସଙ୍କଟର ମୁକାବିଲା ସମ୍ଭବ । କୃଷି କ୍ଷେତ୍ରରେ ବିନ୍ଦୁ ଜଳସେଚନ ପଦ୍ଧତି ଅବଲମ୍ବନ କରିବା ଉଚିତ । ପ୍ରତ୍ୟେକ ନାଗରିକ ଜଳର ମୂଲ୍ୟ ବୁଝିଲେ ଭବିଷ୍ୟତ ପିଢ଼ି ସୁରକ୍ଷିତ ରହିବ । [720, 1110, 1070, 1235]
answer-cell [1435, 2075, 1447, 2087]
sudoku-label: ସୁ-ଡୋ-କୁ [1272, 1628, 1339, 1649]
sudoku-cell[interactable] [1354, 1814, 1379, 1840]
district-name: କେନ୍ଦୁଝର [10, 308, 108, 338]
answer-cell [1315, 1967, 1327, 1979]
answer-cell [1375, 1991, 1387, 2003]
answer-cell [1291, 1967, 1303, 1979]
answer-cell [1339, 1931, 1351, 1943]
sudoku-cell[interactable]: 1 [1379, 1865, 1404, 1890]
contact-address: ବି-୧୫, ଶିଳ୍ପାଞ୍ଚଳ, ଭୁବନେଶ୍ୱର-୭୫୧୦୧୦ [1201, 1297, 1381, 1310]
answer-cell [1387, 1931, 1399, 1943]
sudoku-cell[interactable]: 2 [1278, 1814, 1303, 1840]
answer-cell [1315, 2051, 1327, 2063]
